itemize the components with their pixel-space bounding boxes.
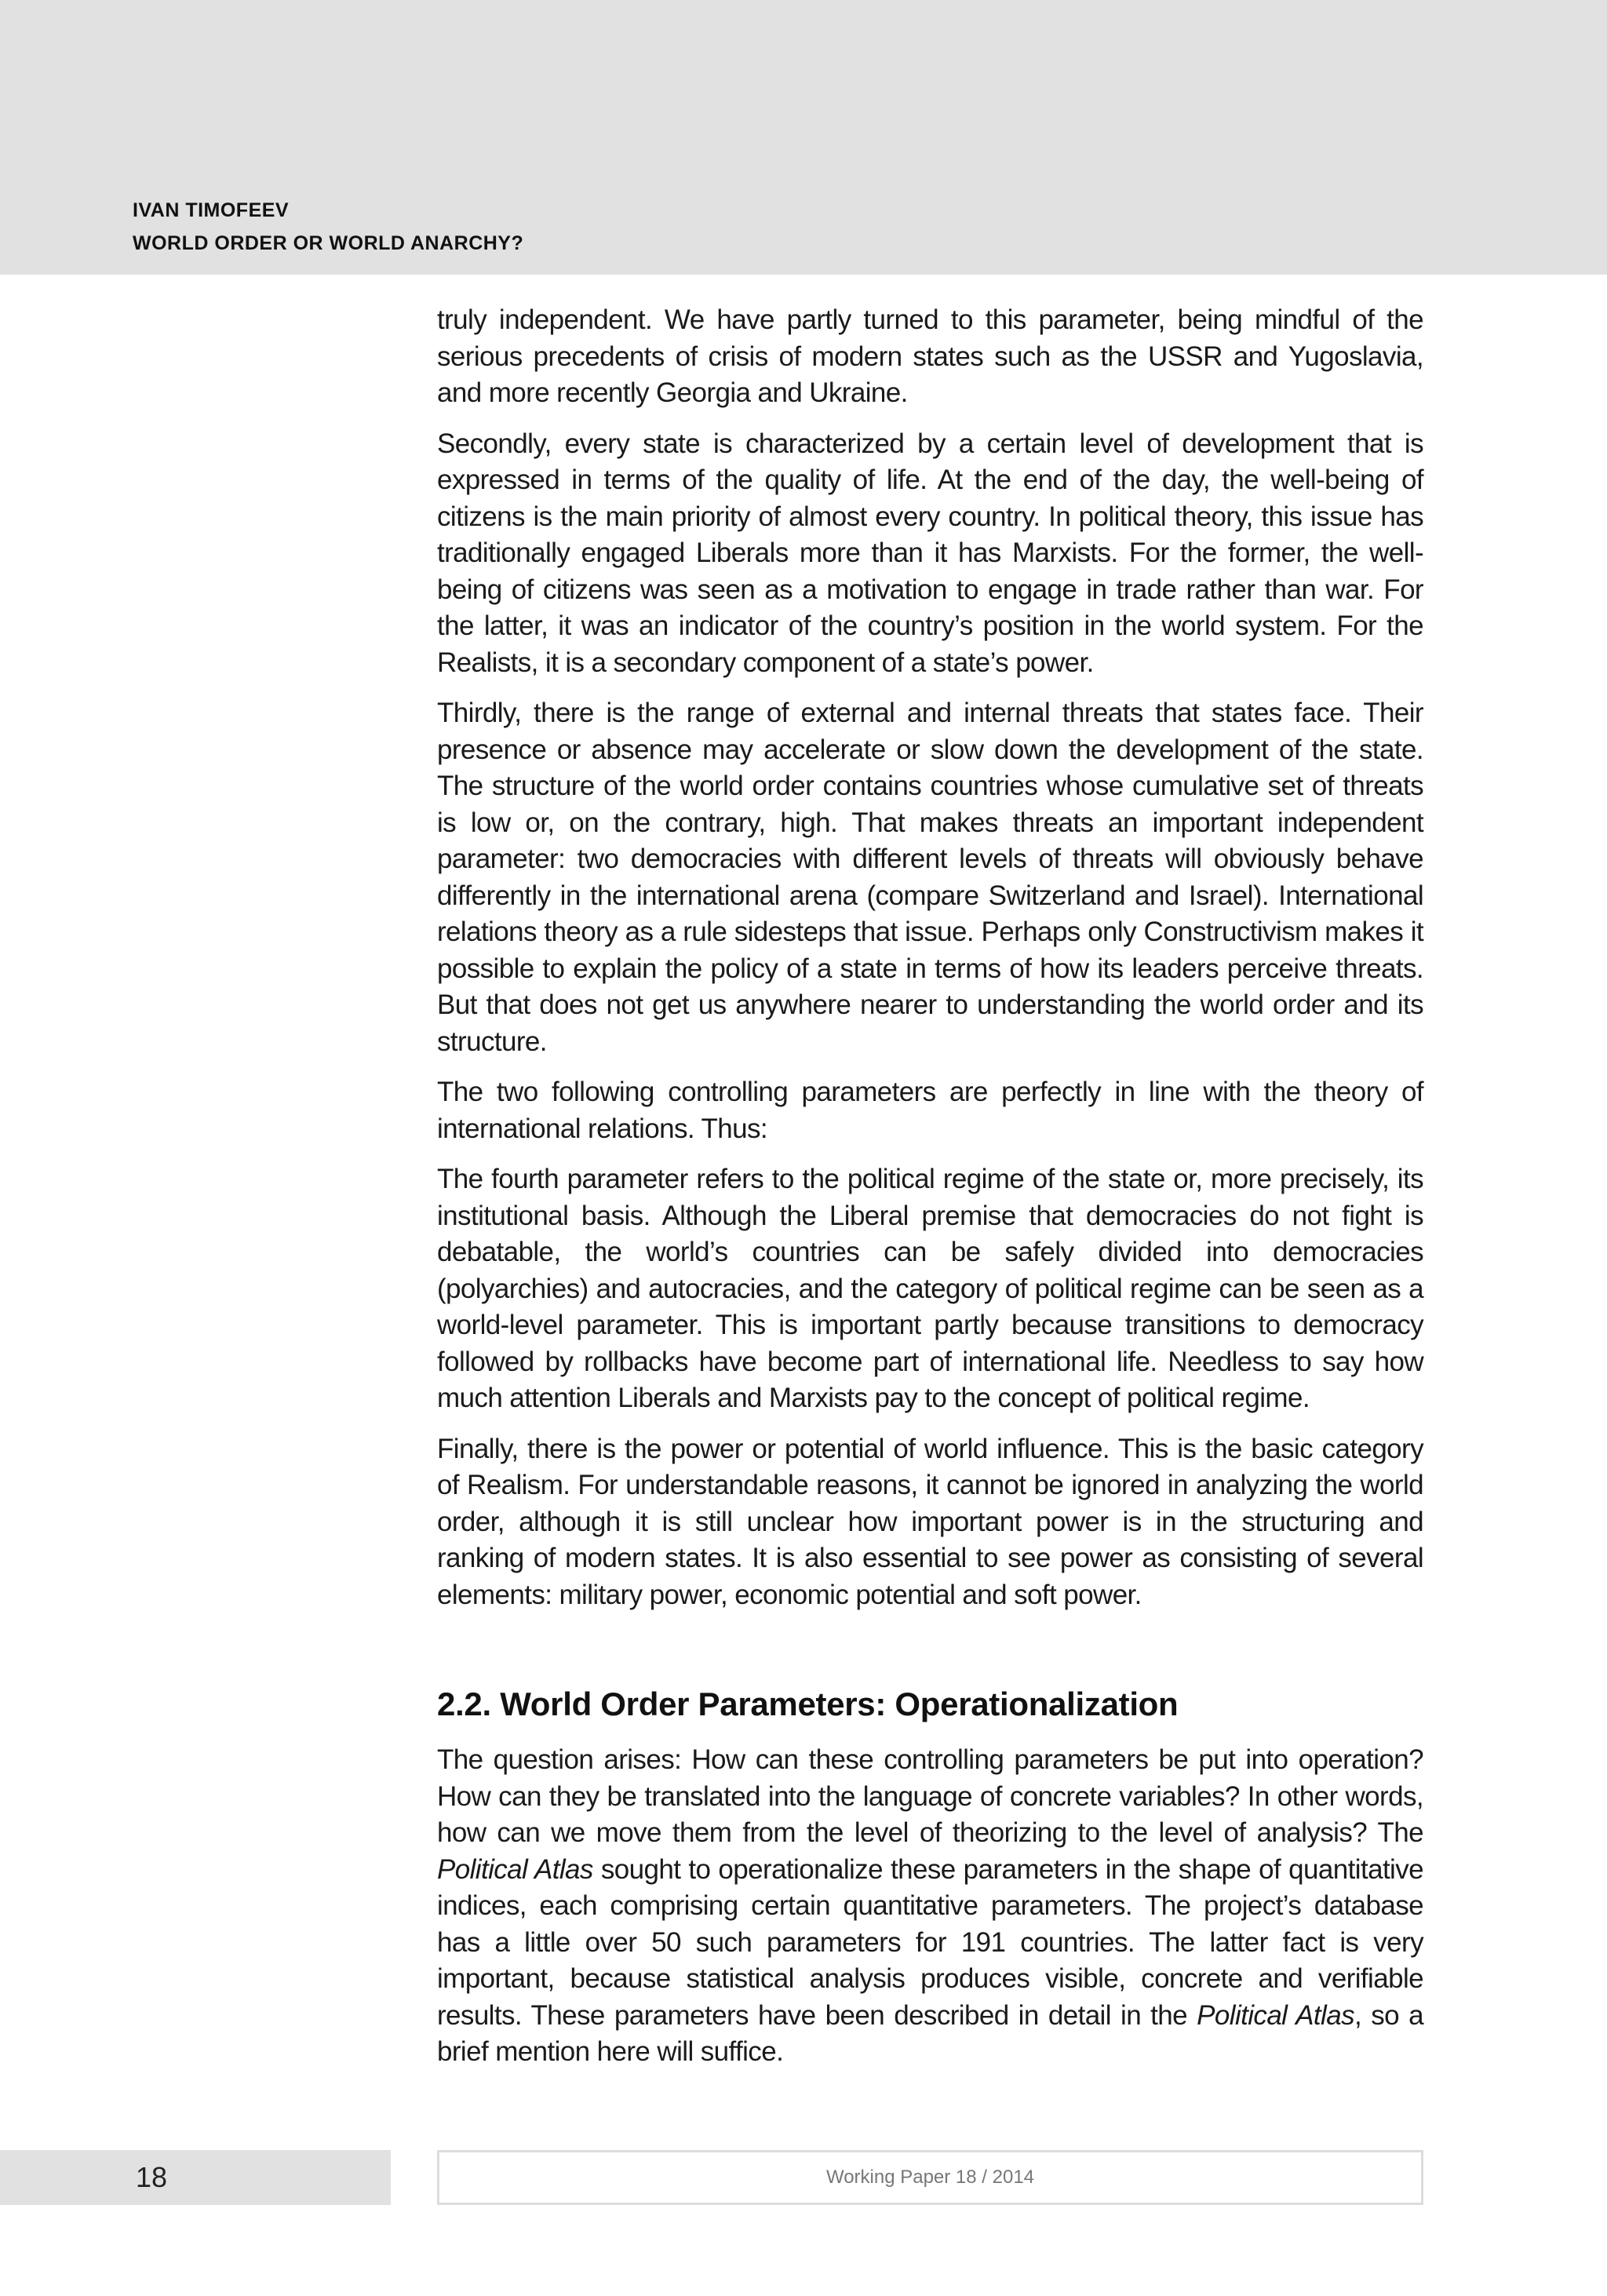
- paragraph-2: Secondly, every state is characterized by a certain level of development that is expressed in terms of the quality of life. At the end of the day, the well-being of citizens is the main priority of almost every country. In political theory, this issue has traditionally engaged Liberals more than it has Marxists. For the former, the well-being of citizens was seen as a motivation to engage in trade rather than war. For the latter, it was an indicator of the country’s position in the world system. For the Realists, it is a secondary component of a state’s power.: [437, 428, 1423, 678]
- section-paragraph: [437, 1742, 1423, 2071]
- header-author: IVAN TIMOFEEV: [133, 199, 290, 221]
- atlas-title-2: Political Atlas: [1197, 1999, 1354, 2031]
- main-content: [437, 302, 1423, 2085]
- section-text-b: sought to operationalize these parameters in the shape of quantitative indices, each comprising certain quantitative parameters. The project’s database has a little over 50 such parameters for 191 countries. The latter fact is very important, because statistical analysis produces visible, concrete and verifiable results. These parameters have been described in detail in the: [437, 1853, 1424, 2031]
- page-number: 18: [0, 2150, 391, 2205]
- header-title: WORLD ORDER OR WORLD ANARCHY?: [133, 232, 524, 254]
- section-heading: 2.2. World Order Parameters: Operationalization: [437, 1686, 1179, 1722]
- atlas-title-1: Political Atlas: [437, 1853, 593, 1885]
- running-header: [133, 194, 523, 260]
- paragraph-5: The fourth parameter refers to the political regime of the state or, more precisely, its institutional basis. Although the Liberal premise that democracies do not fight is debatable, the world’s countries can be safely divided into democracies (polyarchies) and autocracies, and the category of political regime can be seen as a world-level parameter. This is important partly because transitions to democracy followed by rollbacks have become part of international life. Needless to say how much attention Liberals and Marxists pay to the concept of political regime.: [437, 1164, 1423, 1413]
- footer-series: Working Paper 18 / 2014: [437, 2150, 1423, 2205]
- section-text-c: , so a brief mention here will suffice.: [437, 1999, 1423, 2067]
- paragraph-3: Thirdly, there is the range of external and internal threats that states face. Their presence or absence may accelerate or slow down the development of the state. The structure of the world order contains countries whose cumulative set of threats is low or, on the contrary, high. That makes threats an important independent parameter: two democracies with different levels of threats will obviously behave differently in the international arena (compare Switzerland and Israel). International relations theory as a rule sidesteps that issue. Perhaps only Constructivism makes it possible to explain the policy of a state in terms of how its leaders perceive threats. But that does not get us anywhere nearer to understanding the world order and its structure.: [437, 698, 1423, 1057]
- section-text-a: The question arises: How can these controlling parameters be put into operation? How can they be translated into the language of concrete variables? In other words, how can we move them from the level of theorizing to the level of analysis? The: [437, 1744, 1423, 1848]
- paragraph-4: The two following controlling parameters are perfectly in line with the theory of international relations. Thus:: [437, 1077, 1423, 1144]
- paragraph-1: truly independent. We have partly turned to this parameter, being mindful of the serious precedents of crisis of modern states such as the USSR and Yugoslavia, and more recently Georgia and Ukraine.: [437, 304, 1423, 408]
- paragraph-6: Finally, there is the power or potential of world influence. This is the basic category of Realism. For understandable reasons, it cannot be ignored in analyzing the world order, although it is still unclear how important power is in the structuring and ranking of modern states. It is also essential to see power as consisting of several elements: military power, economic potential and soft power.: [437, 1433, 1423, 1610]
